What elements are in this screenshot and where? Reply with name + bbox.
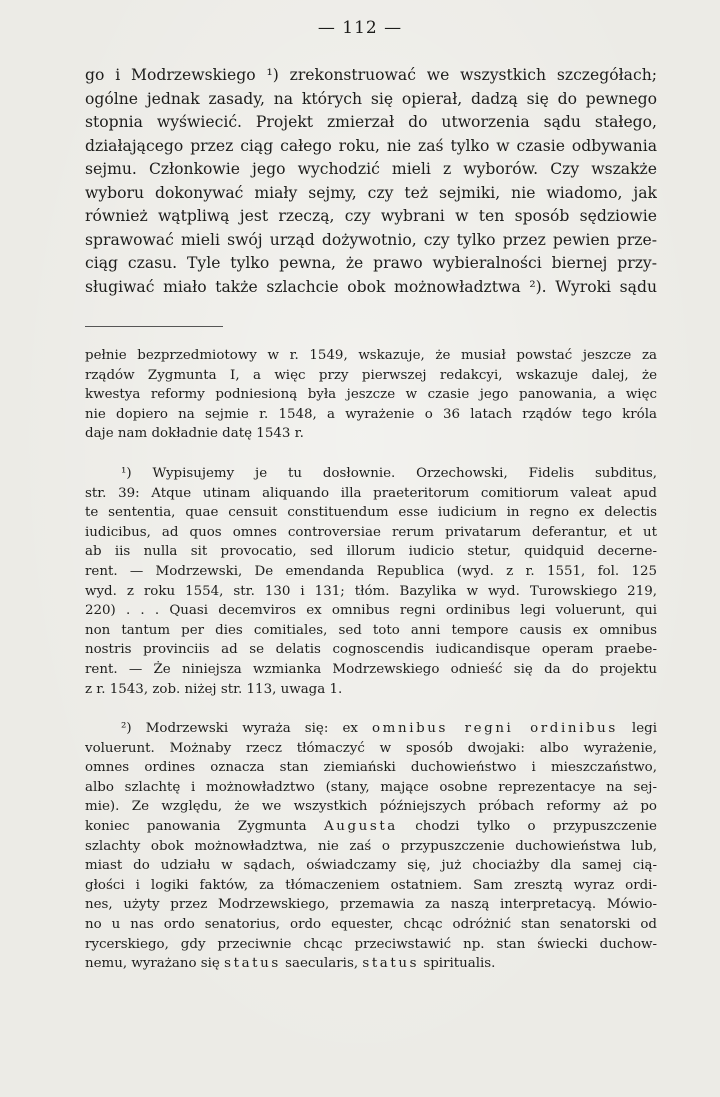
main-text-line: sejmu. Członkowie jego wychodzić mieli z wyborów. Czy wszakże (85, 160, 657, 178)
footnote-text: saecularis, (285, 956, 359, 972)
footnote-continuation (85, 346, 657, 444)
footnote-text: koniec panowania Zygmunta (85, 819, 307, 835)
footnote-text: legi (631, 721, 657, 737)
page-number: — 112 — (317, 18, 403, 38)
footnote-line: mie). Ze względu, że we wszystkich późniejszych próbach reformy aż po (85, 799, 657, 815)
footnote-line: szlachty obok możnowładztwa, nie zaś o przypuszczenie duchowieństwa lub, (85, 838, 657, 854)
footnote-divider (85, 326, 223, 327)
footnote-line: pełnie bezprzedmiotowy w r. 1549, wskazuje, że musiał powstać jeszcze za (85, 348, 657, 363)
footnote-line: rycerskiego, gdy przeciwnie chcąc przeciwstawić np. stan świecki duchow- (85, 936, 657, 952)
footnote-text: spiritualis. (423, 956, 496, 972)
footnote-line: str. 39: Atque utinam aliquando illa praeteritorum comitiorum valeat apud (85, 485, 657, 501)
footnote-line (85, 817, 657, 837)
footnote-text: nemu, wyrażano się (85, 956, 220, 972)
main-text-body (85, 64, 657, 299)
footnote-marker: ²) (121, 721, 132, 737)
footnote-text: Modrzewski wyraża się: ex (145, 721, 358, 737)
footnote-line: albo szlachtę i możnowładztwo (stany, mające osobne reprezentacye na sej- (85, 779, 657, 795)
footnote-line: omnes ordines oznacza stan ziemiański duchowieństwo i mieszczaństwo, (85, 760, 657, 776)
footnote-line: daje nam dokładnie datę 1543 r. (85, 426, 304, 442)
footnote-text: Wypisujemy je tu dosłownie. Orzechowski, Fidelis subditus, (152, 465, 657, 481)
footnote-line (85, 954, 657, 974)
main-text-line: ogólne jednak zasady, na których się opierał, dadzą się do pewnego (85, 89, 657, 108)
footnote-emphasis: omnibus regni ordinibus (372, 721, 618, 737)
footnote-line: no u nas ordo senatorius, ordo equester, chcąc odróżnić stan senatorski od (85, 917, 657, 933)
footnote-marker: ¹) (121, 465, 132, 481)
footnote-line: z r. 1543, zob. niżej str. 113, uwaga 1. (85, 681, 343, 697)
footnote-line: rent. — Że niniejsza wzmianka Modrzewskiego odnieść się da do projektu (85, 661, 657, 677)
main-text-line: działającego przez ciąg całego roku, nie zaś tylko w czasie odbywania (85, 136, 657, 155)
footnote-line: rent. — Modrzewski, De emendanda Republica (wyd. z r. 1551, fol. 125 (85, 563, 657, 579)
main-text-line: sługiwać miało także szlachcie obok możnowładztwa ²). Wyroki sądu (85, 277, 657, 296)
main-text-line: go i Modrzewskiego ¹) zrekonstruować we wszystkich szczegółach; (85, 66, 657, 84)
footnote-line: 220) . . . Quasi decemviros ex omnibus regni ordinibus legi voluerunt, qui (85, 603, 657, 619)
footnote-text: chodzi tylko o przypuszczenie (415, 819, 657, 835)
footnote-emphasis: Augusta (323, 819, 398, 835)
footnote-2 (85, 719, 657, 974)
main-text-line: wyboru dokonywać miały sejmy, czy też sejmiki, nie wiadomo, jak (85, 183, 657, 202)
footnote-emphasis: status (224, 956, 281, 972)
footnote-line: voluerunt. Możnaby rzecz tłómaczyć w sposób dwojaki: albo wyrażenie, (85, 740, 657, 756)
footnote-1 (85, 464, 657, 699)
footnote-line (85, 719, 657, 739)
main-text-line: również wątpliwą jest rzeczą, czy wybrani w ten sposób sędziowie (85, 207, 657, 225)
main-text-line: sprawować mieli swój urząd dożywotnio, czy tylko przez pewien prze- (85, 230, 657, 249)
footnote-line: głości i logiki faktów, za tłómaczeniem ostatniem. Sam zresztą wyraz ordi- (85, 877, 657, 893)
main-text-line: stopnia wyświecić. Projekt zmierzał do utworzenia sądu stałego, (85, 113, 657, 131)
footnote-line: nes, użyty przez Modrzewskiego, przemawia za naszą interpretacyą. Mówio- (85, 897, 657, 913)
footnote-line: non tantum per dies comitiales, sed toto anni tempore causis ex omnibus (85, 622, 657, 638)
footnote-line: kwestya reformy podniesioną była jeszcze w czasie jego panowania, a więc (85, 387, 657, 403)
footnote-line: miast do udziału w sądach, oświadczamy się, już chociażby dla samej cią- (85, 858, 657, 874)
footnote-line: rządów Zygmunta I, a więc przy pierwszej redakcyi, wskazuje dalej, że (85, 367, 657, 383)
footnotes-section (85, 346, 657, 994)
footnote-line: ab iis nulla sit provocatio, sed illorum iudicio stetur, quidquid decerne- (85, 544, 657, 560)
footnote-line (85, 464, 657, 484)
footnote-line: wyd. z roku 1554, str. 130 i 131; tłóm. Bazylika w wyd. Turowskiego 219, (85, 583, 657, 599)
main-text-line: ciąg czasu. Tyle tylko pewna, że prawo wybieralności biernej przy- (85, 254, 657, 272)
footnote-line: iudicibus, ad quos omnes controversiae rerum privatarum deferantur, et ut (85, 524, 657, 540)
footnote-line: nie dopiero na sejmie r. 1548, a wyrażenie o 36 latach rządów tego króla (85, 406, 657, 422)
footnote-line: nostris provinciis ad se delatis cognoscendis iudicandisque operam praebe- (85, 642, 657, 658)
footnote-emphasis: status (362, 956, 420, 972)
footnote-line: te sententia, quae censuit constituendum esse iudicium in regno ex delectis (85, 505, 657, 521)
